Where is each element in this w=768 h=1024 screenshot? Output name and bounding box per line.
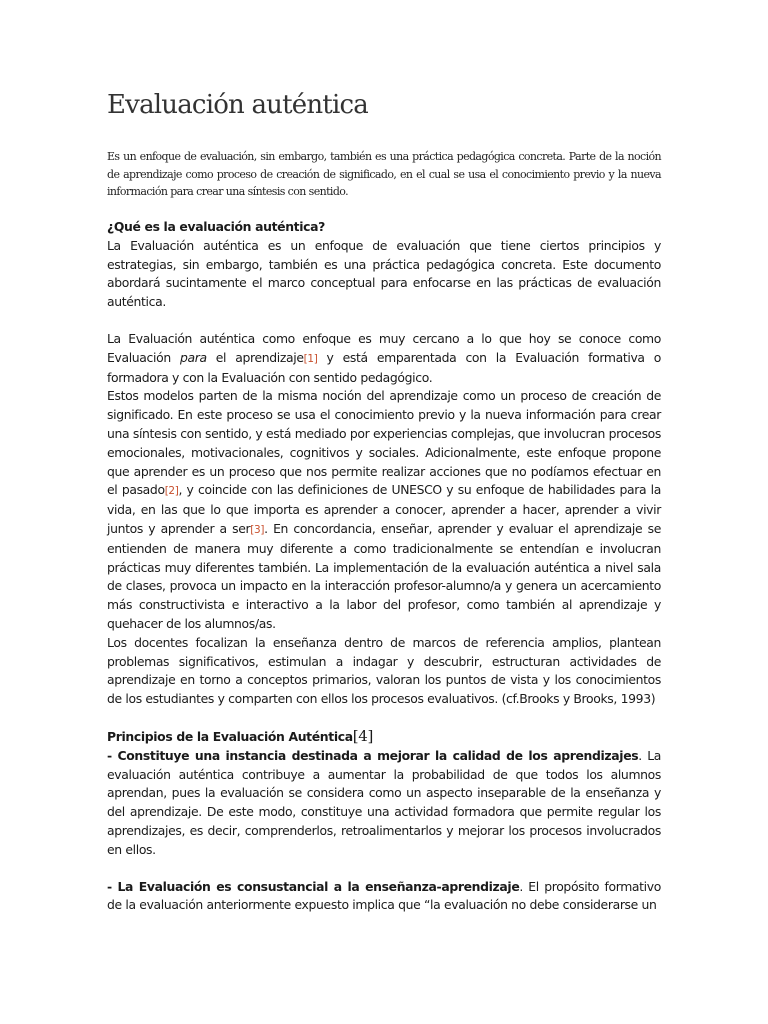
text-run: el aprendizaje xyxy=(206,349,304,365)
principle-1-text: . La evaluación auténtica contribuye a aumentar la probabilidad de que todos los alumnos aprendan, pues la evaluación se considera como un aspecto inseparable de la enseñanza y del aprendizaje. De este modo, constituye una actividad formadora que permite regular los aprendizajes, es decir, comprenderlos, retroalimentarlos y mejorar los procesos involucrados en ellos. xyxy=(107,747,661,857)
text-run: , y coincide con las definiciones de UNESCO y su enfoque de habilidades para la vida, en las que lo que importa es aprender a conocer, aprender a hacer, aprender a vivir juntos y aprender a ser xyxy=(107,482,662,536)
section-heading-principios xyxy=(107,727,661,747)
text-run: Estos modelos parten de la misma noción del aprendizaje como un proceso de creación de significado. En este proceso se usa el conocimiento previo y la nueva información para crear una síntesis con sentido, y está mediado por experiencias complejas, que involucran procesos emocionales, motivacionales, cognitivos y sociales. Adicionalmente, este enfoque propone que aprender es un proceso que nos permite realizar acciones que no podíamos efectuar en el pasado xyxy=(107,388,662,498)
footnote-ref-2[interactable]: [2] xyxy=(164,485,179,498)
paragraph-spacer xyxy=(107,709,661,727)
paragraph-modelos xyxy=(107,387,661,633)
footnote-ref-4[interactable]: [4] xyxy=(352,726,373,745)
text-run: . En concordancia, enseñar, aprender y evaluar el aprendizaje se entienden de manera muy diferente a como tradicionalmente se entendían e involucran prácticas muy diferentes también. La implementación de la evaluación auténtica a nivel sala de clases, provoca un impacto en la interacción profesor-alumno/a y genera un acercamiento más constructivista e interactivo a la labor del profesor, como también al aprendizaje y quehacer de los alumnos/as. xyxy=(107,520,662,631)
document-body xyxy=(107,218,661,915)
heading-text: Principios de la Evaluación Auténtica xyxy=(107,728,353,744)
paragraph-definition: La Evaluación auténtica es un enfoque de evaluación que tiene ciertos principios y estrategias, sin embargo, también es una práctica pedagógica concreta. Este documento abordará sucintamente el marco conceptual para enfocarse en las prácticas de evaluación auténtica. xyxy=(107,237,661,310)
text-run: La Evaluación auténtica como enfoque es muy cercano a lo que hoy se conoce como Evaluación xyxy=(107,330,661,365)
paragraph-docentes: Los docentes focalizan la enseñanza dentro de marcos de referencia amplios, plantean problemas significativos, estimulan a indagar y descubrir, estructuran actividades de aprendizaje en torno a conceptos primarios, valoran los puntos de vista y los conocimientos de los estudiantes y comparten con ellos los procesos evaluativos. (cf.Brooks y Brooks, 1993) xyxy=(107,634,661,707)
paragraph-evaluacion-para xyxy=(107,330,661,387)
principle-2-text: . El propósito formativo de la evaluación anteriormente expuesto implica que “la evaluación no debe considerarse un xyxy=(107,878,661,913)
footnote-ref-3[interactable]: [3] xyxy=(250,523,265,536)
principle-2-title: - La Evaluación es consustancial a la enseñanza-aprendizaje xyxy=(107,878,520,894)
footnote-ref-1[interactable]: [1] xyxy=(303,352,318,365)
principle-1-title: - Constituye una instancia destinada a mejorar la calidad de los aprendizajes xyxy=(107,747,639,763)
principle-item-2 xyxy=(107,878,661,916)
document-title: Evaluación auténtica xyxy=(107,90,368,120)
italic-text: para xyxy=(179,349,207,365)
paragraph-spacer xyxy=(107,312,661,330)
intro-paragraph: Es un enfoque de evaluación, sin embargo, también es una práctica pedagógica concreta. Parte de la noción de aprendizaje como proceso de creación de significado, en el cual se usa el conocimiento previo y la nueva información para crear una síntesis con sentido. xyxy=(107,150,661,198)
text-run: y está emparentada con la Evaluación formativa o formadora y con la Evaluación con sentido pedagógico. xyxy=(107,349,662,385)
paragraph-spacer xyxy=(107,860,661,878)
section-heading-que-es: ¿Qué es la evaluación auténtica? xyxy=(107,219,325,234)
principle-item-1 xyxy=(107,747,661,860)
